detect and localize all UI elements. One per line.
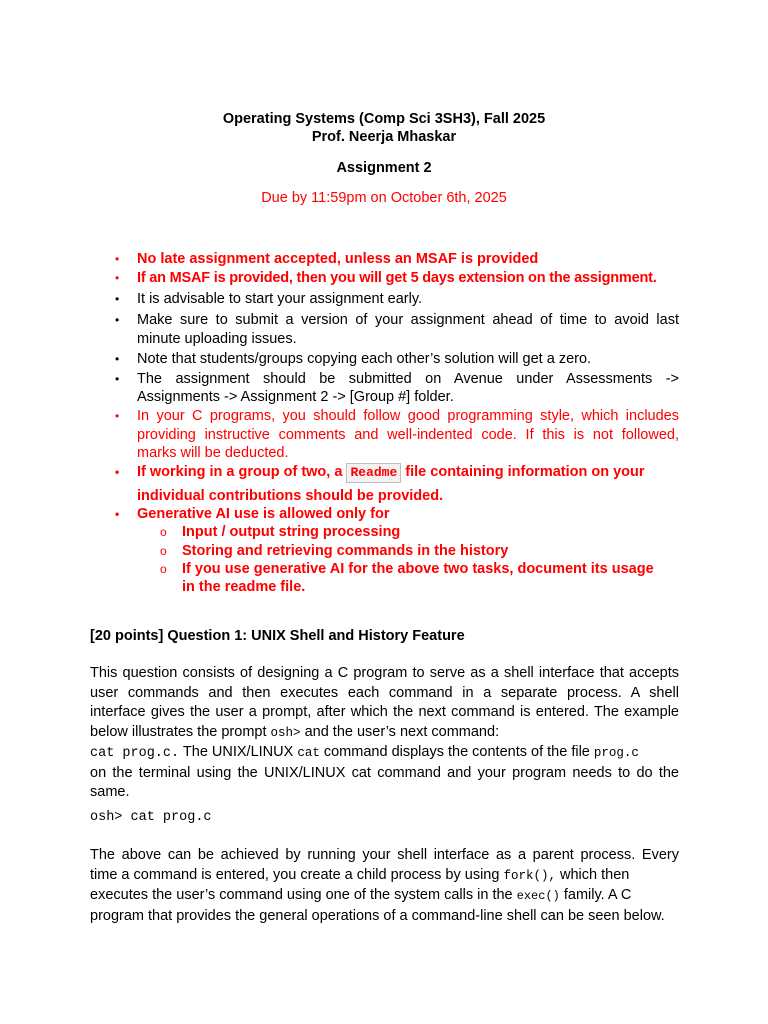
paragraph-line [90, 723, 679, 744]
sub-list-item-text: If you use generative AI for the above two tasks, document its usage [182, 561, 654, 577]
list-item-text [137, 463, 679, 483]
list-item-text: Note that students/groups copying each other’s solution will get a zero. [137, 351, 592, 367]
question-paragraph-2 [90, 846, 679, 926]
sub-list-item-text: Storing and retrieving commands in the history [182, 543, 509, 559]
bullet-icon: • [115, 352, 120, 366]
paragraph-line [90, 866, 679, 887]
paragraph-line: The above can be achieved by running your shell interface as a parent process. Every [90, 847, 679, 863]
command-code: cat prog.c. [90, 746, 180, 761]
paragraph-text: The UNIX/LINUX [179, 744, 294, 760]
bullet-icon: • [115, 313, 120, 327]
list-item-text: providing instructive comments and well-indented code. If this is not followed, [137, 427, 679, 443]
list-item-text: individual contributions should be provided. [137, 488, 444, 504]
readme-code-highlight: Readme [346, 463, 401, 483]
paragraph-text: and the user’s next command: [300, 723, 500, 740]
assignment-title: Assignment 2 [336, 160, 432, 176]
list-item-text: Make sure to submit a version of your assignment ahead of time to avoid last [137, 312, 679, 328]
filename-code: prog.c [593, 746, 639, 760]
list-item-text: Assignments -> Assignment 2 -> [Group #] folder. [137, 389, 454, 405]
sub-bullet-icon: o [160, 525, 167, 539]
sub-bullet-icon: o [160, 544, 167, 558]
paragraph-text: command displays the contents of the file [319, 744, 590, 760]
bullet-icon: • [115, 507, 120, 521]
paragraph-line: This question consists of designing a C program to serve as a shell interface that accepts [90, 665, 679, 681]
due-date: Due by 11:59pm on October 6th, 2025 [261, 190, 507, 206]
course-title: Operating Systems (Comp Sci 3SH3), Fall 2025 [222, 111, 546, 127]
list-item-text: The assignment should be submitted on Avenue under Assessments -> [137, 371, 679, 387]
paragraph-text: executes the user’s command using one of the system calls in the [90, 887, 513, 903]
sub-bullet-icon: o [160, 562, 167, 576]
paragraph-line [90, 886, 679, 907]
list-item-text: Generative AI use is allowed only for [137, 506, 390, 522]
paragraph-text: below illustrates the prompt [90, 723, 267, 740]
list-item-text: It is advisable to start your assignment early. [137, 291, 423, 307]
cat-code: cat [297, 746, 320, 760]
paragraph-text: time a command is entered, you create a child process by using [90, 866, 500, 883]
question-paragraph-1 [90, 664, 679, 803]
list-item-text: marks will be deducted. [137, 445, 289, 461]
bullet-icon: • [115, 465, 120, 479]
bullet-icon: • [115, 271, 120, 285]
readme-sentence-end: file containing information on your [405, 464, 645, 480]
list-item-text: No late assignment accepted, unless an MSAF is provided [137, 251, 539, 267]
fork-code: fork(), [503, 868, 556, 883]
bullet-icon: • [115, 252, 120, 266]
bullet-icon: • [115, 292, 120, 306]
bullet-icon: • [115, 372, 120, 386]
list-item-text: In your C programs, you should follow good programming style, which includes [137, 408, 679, 424]
paragraph-line: interface gives the user a prompt, after which the next command is entered. The example [90, 704, 679, 720]
paragraph-line: same. [90, 784, 130, 800]
sub-list-item-text: Input / output string processing [182, 524, 401, 540]
paragraph-line: on the terminal using the UNIX/LINUX cat command and your program needs to do the [90, 764, 679, 781]
exec-code: exec() [516, 889, 560, 903]
list-item-text: minute uploading issues. [137, 331, 297, 347]
bullet-icon: • [115, 409, 120, 423]
list-item-text: If an MSAF is provided, then you will get 5 days extension on the assignment. [137, 270, 657, 286]
prompt-code: osh> [270, 725, 301, 740]
sub-list-item-text: in the readme file. [182, 579, 306, 595]
question-heading: [20 points] Question 1: UNIX Shell and History Feature [90, 628, 465, 644]
paragraph-text: which then [555, 866, 630, 883]
readme-sentence-start: If working in a group of two, a [137, 464, 343, 480]
paragraph-line: program that provides the general operations of a command-line shell can be seen below. [90, 907, 665, 924]
paragraph-line [90, 743, 679, 764]
paragraph-text: family. A C [559, 887, 632, 903]
professor-name: Prof. Neerja Mhaskar [311, 129, 457, 145]
paragraph-line: user commands and then executes each command in a separate process. A shell [90, 684, 679, 701]
code-example: osh> cat prog.c [90, 810, 212, 825]
